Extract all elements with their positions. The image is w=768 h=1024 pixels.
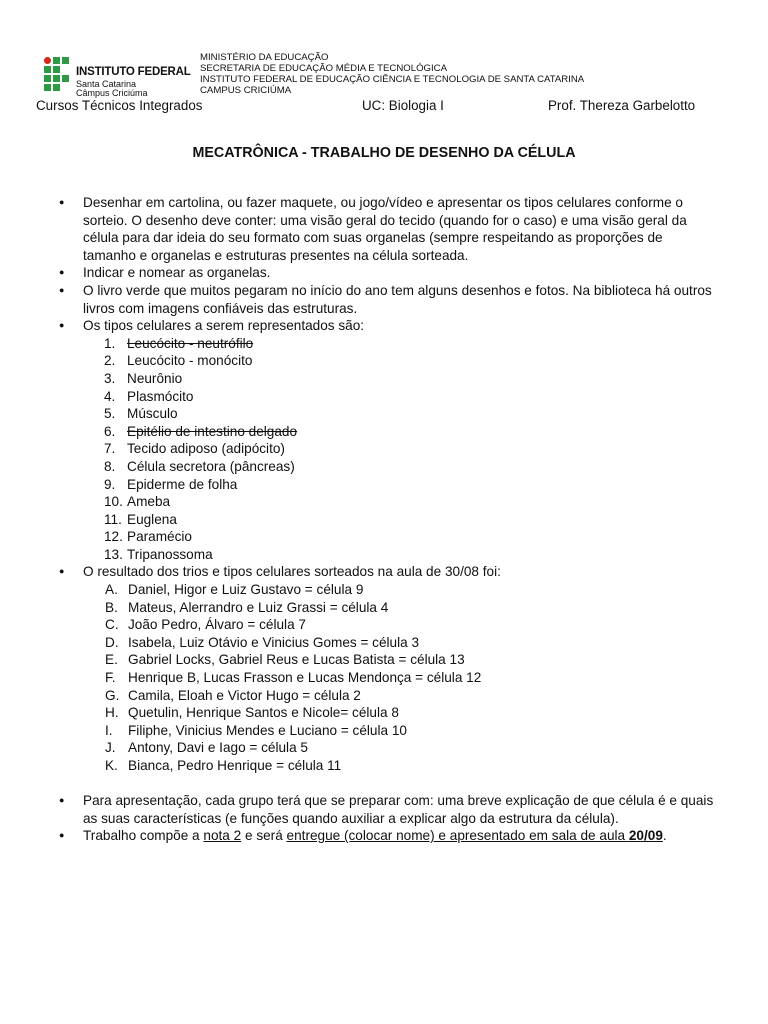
instruction-drawing: ● Desenhar em cartolina, ou fazer maquete, ou jogo/vídeo e apresentar os tipos celulares conforme o sorteio. O desenho deve conter: uma visão geral do tecido (quando for o caso) e uma visão geral da célula para dar ideia do seu formato com suas organelas (sempre respeitando as proporções de tamanho e organelas e estruturas presentes na célula sorteada. — [58, 194, 718, 264]
grade-text-end: . — [662, 828, 667, 844]
cell-type-number: 5. — [104, 406, 116, 422]
cell-type-number: 6. — [104, 423, 116, 439]
cell-type-item — [104, 405, 718, 423]
institute-logo — [44, 57, 194, 97]
group-item — [105, 722, 718, 740]
group-letter: K. — [105, 758, 118, 773]
cell-type-label: Euglena — [127, 511, 177, 527]
logo-mark-icon — [44, 57, 74, 94]
group-item — [105, 704, 718, 722]
group-members: Gabriel Locks, Gabriel Reus e Lucas Batista = célula 13 — [128, 652, 465, 668]
group-letter: D. — [105, 634, 119, 650]
institution-header — [200, 52, 584, 96]
group-members: João Pedro, Álvaro = célula 7 — [128, 617, 306, 633]
cell-type-item — [104, 352, 718, 370]
results-section — [58, 563, 718, 581]
cell-type-item — [104, 335, 718, 353]
cell-type-number: 3. — [104, 370, 116, 386]
instruction-grade — [58, 827, 718, 845]
logo-subtitle-2: Câmpus Criciúma — [76, 88, 148, 98]
cell-type-number: 7. — [104, 441, 116, 457]
cell-type-item — [104, 546, 718, 564]
instruction-organelles: ● Indicar e nomear as organelas. — [58, 264, 718, 282]
group-members: Bianca, Pedro Henrique = célula 11 — [128, 758, 342, 773]
cell-type-number: 10. — [104, 494, 123, 510]
instruction-presentation: ● Para apresentação, cada grupo terá que se preparar com: uma breve explicação de que célula é e quais as suas características (e funções quando auxiliar a explicar algo da estrutura da célula). — [58, 792, 718, 827]
group-item — [105, 757, 718, 775]
cell-types-intro: Os tipos celulares a serem representados são: — [83, 318, 365, 334]
document-title: MECATRÔNICA - TRABALHO DE DESENHO DA CÉLULA — [192, 145, 576, 161]
group-members: Henrique B, Lucas Frasson e Lucas Mendonça = célula 12 — [128, 670, 482, 686]
grade-text-1: Trabalho compõe a — [83, 828, 204, 844]
cell-type-label: Tripanossoma — [127, 546, 213, 562]
delivery-text: entregue (colocar nome) e apresentado em sala de aula — [286, 828, 629, 844]
cell-type-number: 8. — [104, 458, 116, 474]
cell-type-number: 9. — [104, 476, 116, 492]
group-members: Daniel, Higor e Luiz Gustavo = célula 9 — [128, 582, 364, 598]
group-letter: H. — [105, 705, 119, 721]
group-members: Filiphe, Vinicius Mendes e Luciano = célula 10 — [128, 722, 407, 738]
grade-value: nota 2 — [203, 828, 242, 844]
group-letter: E. — [105, 652, 118, 668]
uc-label: UC: Biologia I — [362, 98, 444, 113]
group-letter: B. — [105, 599, 118, 615]
header-line-ministry: MINISTÉRIO DA EDUCAÇÃO — [200, 52, 329, 63]
group-item — [105, 739, 718, 757]
cell-type-item — [104, 370, 718, 388]
cell-type-label: Plasmócito — [127, 388, 194, 404]
header-line-institute: INSTITUTO FEDERAL DE EDUCAÇÃO CIÊNCIA E TECNOLOGIA DE SANTA CATARINA — [200, 74, 585, 85]
cell-type-item — [104, 493, 718, 511]
professor-label: Prof. Thereza Garbelotto — [548, 98, 696, 113]
cell-type-label: Paramécio — [127, 529, 192, 545]
cell-type-item — [104, 511, 718, 529]
instruction-list — [58, 194, 718, 335]
cell-type-list — [58, 335, 718, 564]
group-letter: A. — [105, 582, 118, 598]
group-item — [105, 634, 718, 652]
group-item — [105, 669, 718, 687]
group-members: Isabela, Luiz Otávio e Vinicius Gomes = célula 3 — [128, 634, 420, 650]
group-members: Antony, Davi e Iago = célula 5 — [128, 740, 308, 756]
cell-type-label: Neurônio — [127, 370, 183, 386]
group-members: Camila, Eloah e Victor Hugo = célula 2 — [128, 687, 361, 703]
cell-type-number: 13. — [104, 546, 123, 562]
cell-type-number: 2. — [104, 353, 116, 369]
group-list — [58, 581, 718, 775]
header-line-campus: CAMPUS CRICIÚMA — [200, 85, 292, 96]
header-line-secretariat: SECRETARIA DE EDUCAÇÃO MÉDIA E TECNOLÓGICA — [200, 63, 448, 74]
group-members: Mateus, Alerrandro e Luiz Grassi = célula 4 — [128, 599, 389, 615]
cell-type-label: Epiderme de folha — [127, 476, 238, 492]
group-item — [105, 581, 718, 599]
document-body — [58, 194, 718, 845]
cell-type-label: Célula secretora (pâncreas) — [127, 458, 295, 474]
blank-line — [58, 775, 718, 793]
group-letter: J. — [105, 740, 116, 756]
group-letter: I. — [105, 722, 113, 738]
group-letter: F. — [105, 670, 116, 686]
group-members: Quetulin, Henrique Santos e Nicole= célula 8 — [128, 705, 399, 721]
cell-type-item — [104, 440, 718, 458]
grade-text-2: e será — [241, 828, 287, 844]
instruction-books: ● O livro verde que muitos pegaram no início do ano tem alguns desenhos e fotos. Na biblioteca há outros livros com imagens confiáveis das estruturas. — [58, 282, 718, 317]
instruction-results — [58, 563, 718, 581]
cell-type-label: Leucócito - monócito — [127, 353, 253, 369]
group-item — [105, 616, 718, 634]
logo-title: INSTITUTO FEDERAL — [76, 66, 191, 78]
results-intro: O resultado dos trios e tipos celulares sorteados na aula de 30/08 foi: — [83, 564, 501, 580]
final-instructions — [58, 792, 718, 845]
cell-type-item — [104, 388, 718, 406]
cell-type-label: Tecido adiposo (adipócito) — [127, 441, 285, 457]
instruction-cell-types — [58, 317, 718, 335]
cell-type-item — [104, 423, 718, 441]
group-letter: G. — [105, 687, 120, 703]
cell-type-number: 11. — [104, 511, 122, 527]
course-label: Cursos Técnicos Integrados — [36, 98, 203, 113]
cell-type-number: 12. — [104, 529, 123, 545]
cell-type-label: Ameba — [127, 494, 171, 510]
group-item — [105, 599, 718, 617]
cell-type-number: 1. — [104, 335, 116, 351]
group-item — [105, 687, 718, 705]
cell-type-label: Músculo — [127, 406, 178, 422]
delivery-date: 20/09 — [628, 828, 663, 844]
cell-type-label: Epitélio de intestino delgado — [127, 423, 298, 439]
cell-type-number: 4. — [104, 388, 116, 404]
logo-subtitle-1: Santa Catarina — [76, 79, 137, 89]
cell-type-item — [104, 528, 718, 546]
group-letter: C. — [105, 617, 119, 633]
cell-type-item — [104, 476, 718, 494]
group-item — [105, 651, 718, 669]
cell-type-label: Leucócito - neutrófilo — [127, 335, 254, 351]
cell-type-item — [104, 458, 718, 476]
